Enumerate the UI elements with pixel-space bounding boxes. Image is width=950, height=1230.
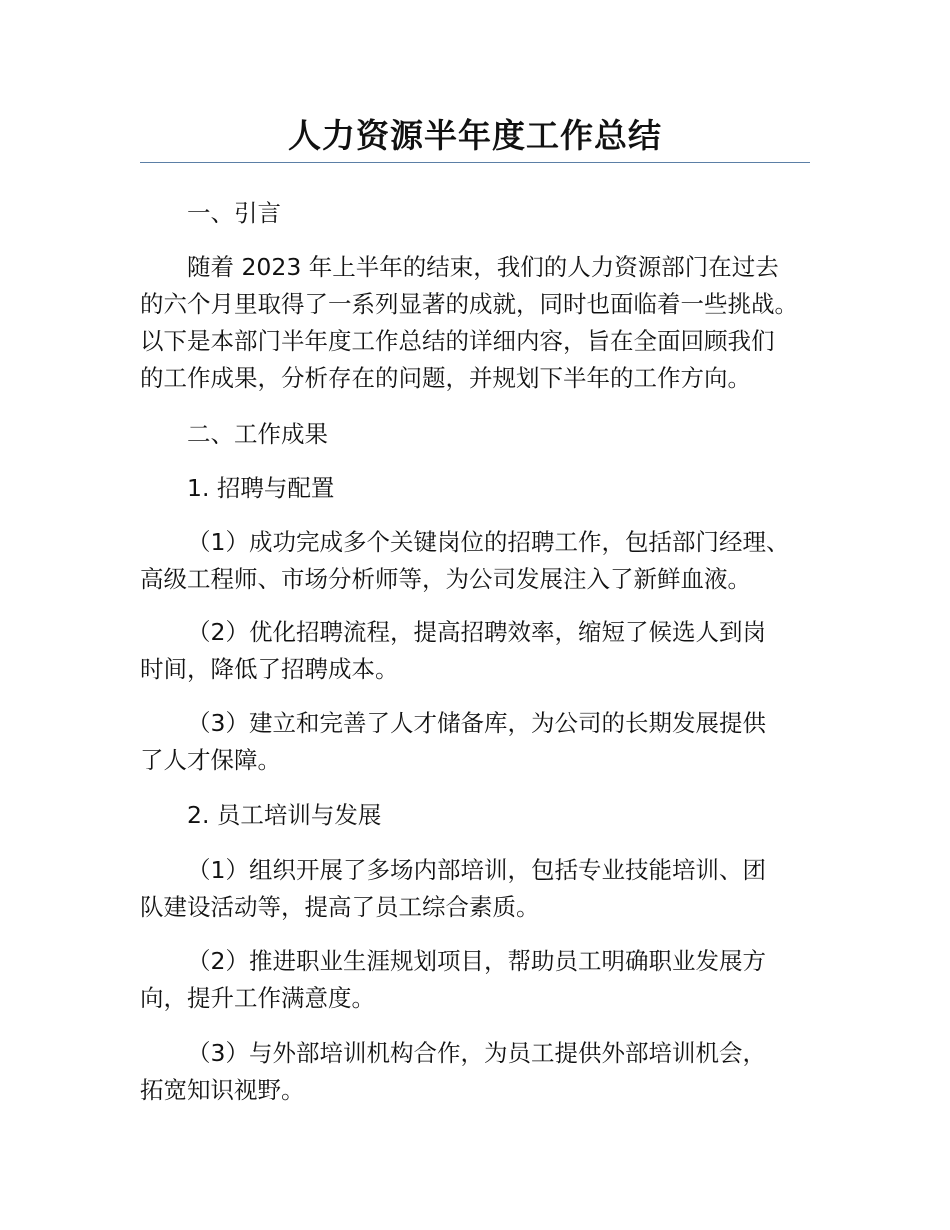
sub2-heading-text: 2. 员工培训与发展 (187, 801, 382, 829)
sub2-item-3-line-1: （3）与外部培训机构合作，为员工提供外部培训机会， (187, 1039, 766, 1067)
sub1-item-2-line-2: 时间，降低了招聘成本。 (140, 655, 399, 683)
sub1-item-1-line-1: （1）成功完成多个关键岗位的招聘工作，包括部门经理、 (187, 528, 790, 556)
sub2-item-1-line-2: 队建设活动等，提高了员工综合素质。 (140, 893, 540, 921)
sub1-item-1 (140, 524, 820, 598)
results-heading-text: 二、工作成果 (187, 420, 328, 448)
sub1-item-3-line-1: （3）建立和完善了人才储备库，为公司的长期发展提供 (187, 709, 766, 737)
intro-line-3: 以下是本部门半年度工作总结的详细内容，旨在全面回顾我们 (140, 327, 775, 355)
intro-line-4: 的工作成果，分析存在的问题，并规划下半年的工作方向。 (140, 364, 751, 392)
intro-paragraph (140, 249, 820, 397)
document-title: 人力资源半年度工作总结 (288, 116, 662, 155)
sub1-item-1-line-2: 高级工程师、市场分析师等，为公司发展注入了新鲜血液。 (140, 565, 751, 593)
sub2-item-2 (140, 943, 820, 1017)
sub2-item-3-line-2: 拓宽知识视野。 (140, 1076, 305, 1104)
sub1-item-3-line-2: 了人才保障。 (140, 746, 281, 774)
intro-heading (140, 195, 820, 232)
title-underline (140, 162, 810, 163)
intro-heading-text: 一、引言 (187, 199, 281, 227)
sub1-heading-text: 1. 招聘与配置 (187, 474, 335, 502)
sub1-heading (140, 470, 820, 507)
sub1-item-3 (140, 705, 820, 779)
results-heading (140, 416, 820, 453)
sub1-item-2 (140, 614, 820, 688)
sub2-item-2-line-1: （2）推进职业生涯规划项目，帮助员工明确职业发展方 (187, 947, 766, 975)
sub2-item-3 (140, 1035, 820, 1109)
intro-line-1: 随着 2023 年上半年的结束，我们的人力资源部门在过去 (187, 253, 779, 281)
sub1-item-2-line-1: （2）优化招聘流程，提高招聘效率，缩短了候选人到岗 (187, 618, 766, 646)
sub2-item-1 (140, 852, 820, 926)
sub2-heading (140, 797, 820, 834)
sub2-item-2-line-2: 向，提升工作满意度。 (140, 984, 375, 1012)
intro-line-2: 的六个月里取得了一系列显著的成就，同时也面临着一些挑战。 (140, 290, 798, 318)
sub2-item-1-line-1: （1）组织开展了多场内部培训，包括专业技能培训、团 (187, 856, 766, 884)
